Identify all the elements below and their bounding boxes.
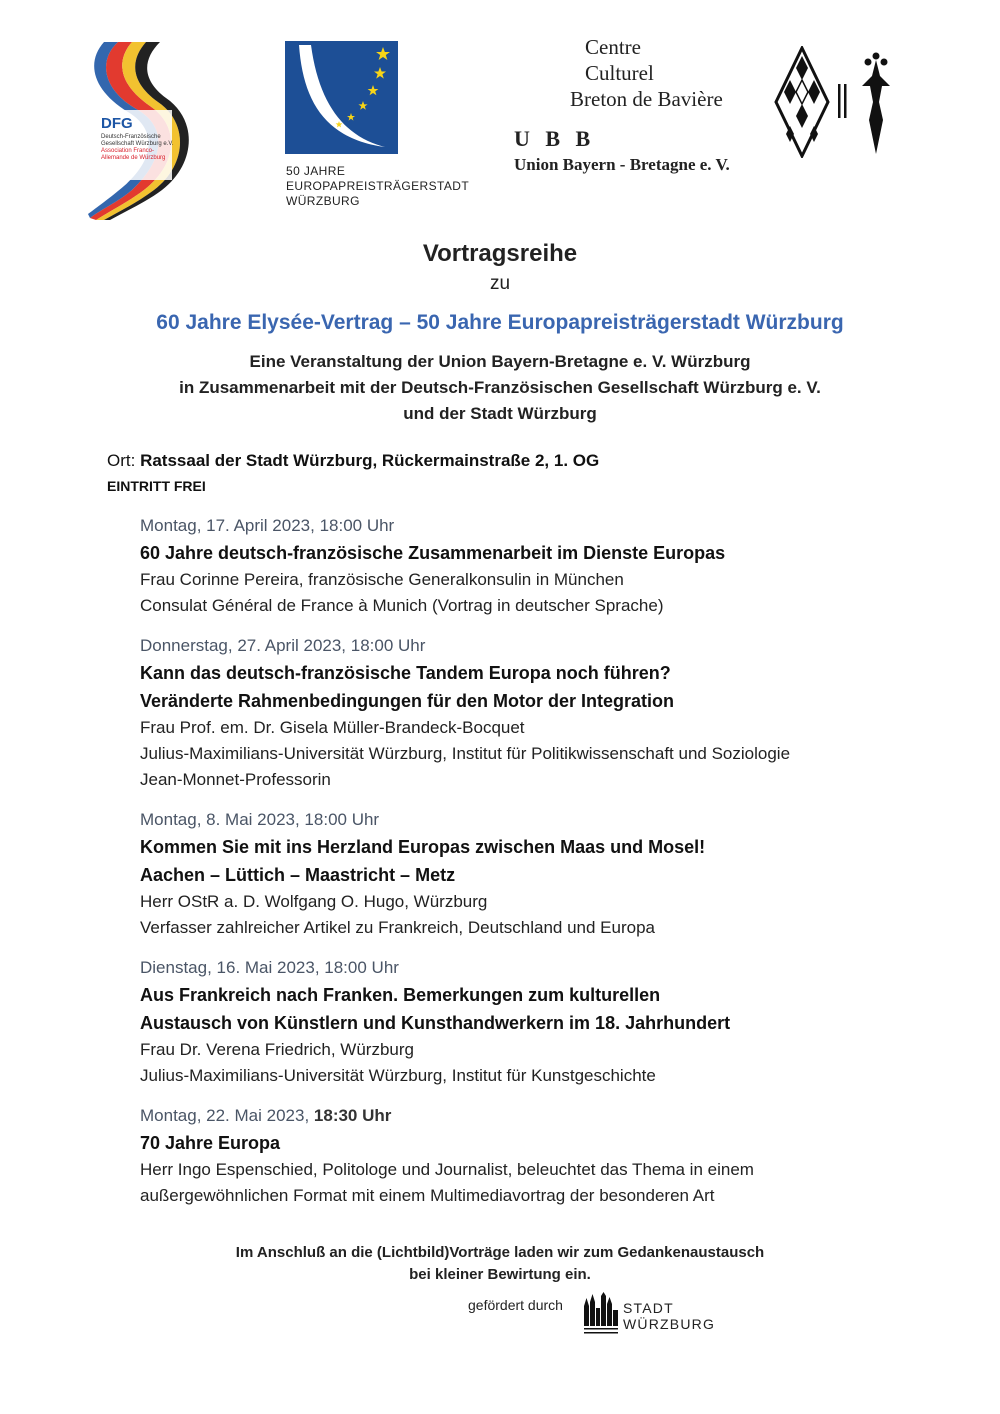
wuerzburg-skyline-icon (584, 1292, 618, 1336)
europapreis-caption (286, 164, 469, 209)
event-title: 70 Jahre Europa (140, 1133, 281, 1153)
dfg-name-line1: Deutsch-Französische (101, 134, 161, 140)
europapreis-logo (285, 41, 398, 154)
event-role: Jean-Monnet-Professorin (140, 770, 331, 789)
event-date: Montag, 17. April 2023, 18:00 Uhr (140, 516, 395, 535)
series-connector: zu (489, 273, 511, 294)
bavaria-brittany-emblem (772, 46, 896, 158)
event-date: Donnerstag, 27. April 2023, 18:00 Uhr (140, 636, 426, 655)
event-item (140, 955, 900, 1089)
dfg-name-line4: Allemande de Würzburg (101, 155, 166, 161)
organizer-block (0, 349, 1000, 427)
event-item (140, 513, 900, 619)
event-date: Dienstag, 16. Mai 2023, 18:00 Uhr (140, 958, 399, 977)
closing-line2: bei kleiner Bewirtung ein. (409, 1266, 591, 1283)
event-affiliation: Consulat Général de France à Munich (Vortrag in deutscher Sprache) (140, 596, 664, 615)
organizer-line1: Eine Veranstaltung der Union Bayern-Bretagne e. V. Würzburg (249, 352, 751, 371)
event-date-day: Montag, 22. Mai 2023, (140, 1106, 310, 1125)
event-speaker: Frau Dr. Verena Friedrich, Würzburg (140, 1040, 414, 1059)
venue-value: Ratssaal der Stadt Würzburg, Rückermainstraße 2, 1. OG (140, 451, 600, 470)
ccbb-line3: Breton de Bavière (570, 87, 723, 111)
dfg-name-line2: Gesellschaft Würzburg e.V. (101, 141, 174, 147)
event-subtitle: Austausch von Künstlern und Kunsthandwerkern im 18. Jahrhundert (140, 1013, 731, 1033)
event-item (140, 807, 900, 941)
event-list (140, 513, 900, 1223)
ccbb-line2: Culturel (585, 61, 654, 85)
dfg-name-line3: Association Franco- (101, 148, 155, 154)
dfg-abbreviation: DFG (101, 115, 133, 132)
event-date: Montag, 8. Mai 2023, 18:00 Uhr (140, 810, 380, 829)
closing-line1: Im Anschluß an die (Lichtbild)Vorträge laden wir zum Gedankenaustausch (235, 1244, 765, 1261)
event-title: Aus Frankreich nach Franken. Bemerkungen zum kulturellen (140, 985, 661, 1005)
event-affiliation: Julius-Maximilians-Universität Würzburg, Institut für Politikwissenschaft und Soziologie (140, 744, 791, 763)
entry-note: EINTRITT FREI (107, 478, 206, 494)
venue (107, 451, 599, 471)
event-item (140, 633, 900, 793)
event-subtitle: Veränderte Rahmenbedingungen für den Motor der Integration (140, 691, 675, 711)
event-date (140, 1103, 900, 1129)
main-title: 60 Jahre Elysée-Vertrag – 50 Jahre Europapreisträgerstadt Würzburg (156, 311, 844, 334)
event-speaker: Frau Prof. em. Dr. Gisela Müller-Brandeck-Bocquet (140, 718, 525, 737)
ermine-icon (862, 53, 890, 155)
closing-note (0, 1242, 1000, 1286)
organizer-line2: in Zusammenarbeit mit der Deutsch-Französischen Gesellschaft Würzburg e. V. (179, 378, 821, 397)
ubb-title: U B B (514, 126, 596, 151)
organizer-line3: und der Stadt Würzburg (403, 404, 597, 423)
funded-by-label: gefördert durch (468, 1297, 563, 1313)
event-description-line2: außergewöhnlichen Format mit einem Multimediavortrag der besonderen Art (140, 1186, 715, 1205)
city-logo-line2: WÜRZBURG (623, 1316, 716, 1332)
europapreis-caption-line2: EUROPAPREISTRÄGERSTADT (286, 179, 470, 193)
ubb-subtitle: Union Bayern - Bretagne e. V. (514, 155, 730, 174)
event-title: Kommen Sie mit ins Herzland Europas zwischen Maas und Mosel! (140, 837, 706, 857)
event-speaker: Herr OStR a. D. Wolfgang O. Hugo, Würzburg (140, 892, 488, 911)
dfg-logo-text (101, 116, 177, 162)
event-affiliation: Verfasser zahlreicher Artikel zu Frankreich, Deutschland und Europa (140, 918, 655, 937)
event-item (140, 1103, 900, 1209)
europapreis-caption-line1: 50 JAHRE (286, 164, 346, 178)
europapreis-caption-line3: WÜRZBURG (286, 194, 360, 208)
city-logo-line1: STADT (623, 1300, 674, 1316)
event-date-time: 18:30 Uhr (313, 1106, 392, 1125)
event-speaker: Frau Corinne Pereira, französische Generalkonsulin in München (140, 570, 624, 589)
ccbb-line1: Centre (585, 35, 641, 59)
event-description-line1: Herr Ingo Espenschied, Politologe und Journalist, beleuchtet das Thema in einem (140, 1160, 754, 1179)
event-title: 60 Jahre deutsch-französische Zusammenarbeit im Dienste Europas (140, 543, 726, 563)
venue-label: Ort: (107, 451, 136, 470)
event-title: Kann das deutsch-französische Tandem Europa noch führen? (140, 663, 671, 683)
event-subtitle: Aachen – Lüttich – Maastricht – Metz (140, 865, 456, 885)
event-affiliation: Julius-Maximilians-Universität Würzburg, Institut für Kunstgeschichte (140, 1066, 656, 1085)
centre-culturel-name (570, 34, 723, 112)
city-logo-text (623, 1300, 715, 1332)
series-title: Vortragsreihe (422, 240, 578, 267)
